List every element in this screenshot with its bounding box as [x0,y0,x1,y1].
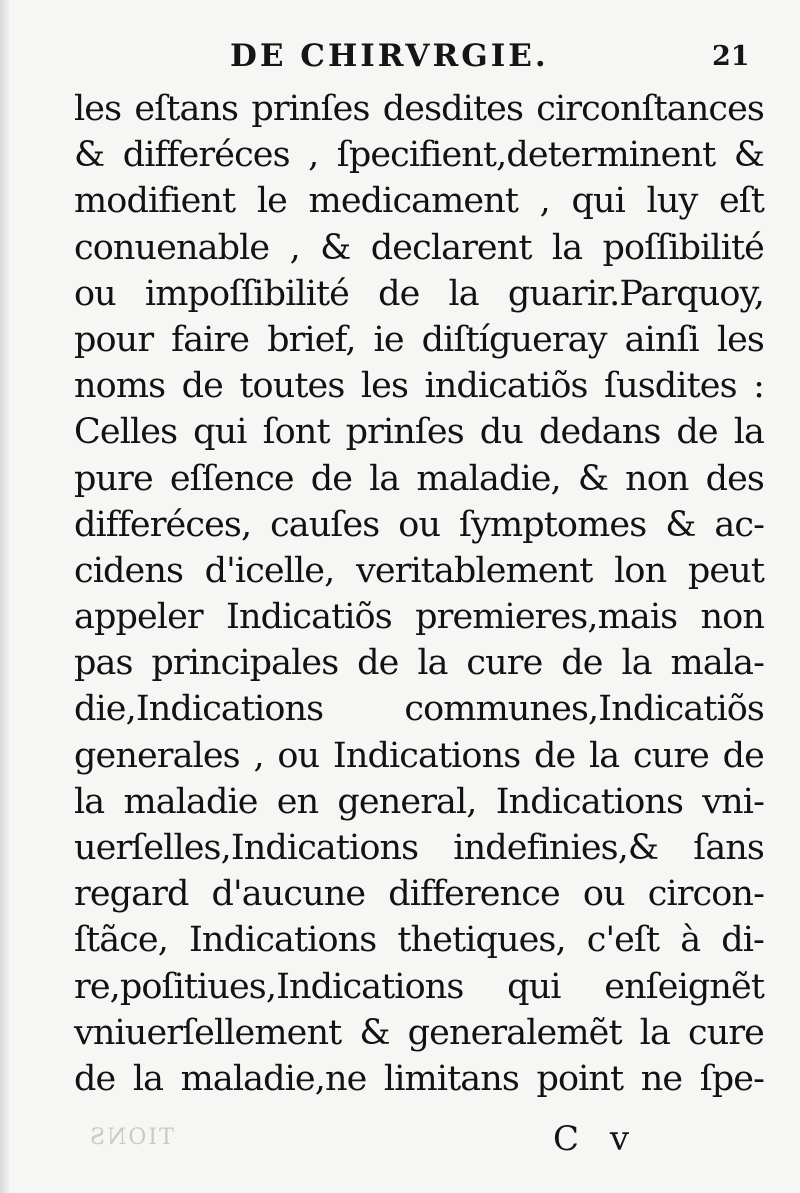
text-line: & differéces , ſpecifient,determinent & [74,135,764,176]
text-line: die,Indications communes,Indicatiõs [74,689,764,730]
show-through-text: TIONS [88,1125,174,1150]
text-line: differéces, cauſes ou ſymptomes & ac- [74,504,764,545]
text-line: ou impoſſibilité de la guarir.Parquoy, [74,273,764,314]
page-header [0,38,800,78]
text-line: Celles qui ſont prinſes du dedans de la [74,412,764,453]
text-line: ſtãce, Indications thetiques, c'eſt à di- [74,920,764,961]
text-line: appeler Indicatiõs premieres,mais non [74,597,764,638]
text-line: regard d'aucune difference ou circon- [74,874,764,915]
page-gutter-shadow [0,0,9,1193]
text-line: les eſtans prinſes desdites circonſtances [74,89,764,129]
page-footer [0,1115,800,1165]
text-line: de la maladie,ne limitans point ne ſpe- [74,1058,764,1099]
text-line: pure eſſence de la maladie, & non des [74,458,764,499]
body-text [74,86,764,1102]
text-line: vniuerſellement & generalemẽt la cure [74,1012,764,1053]
text-line: la maladie en general, Indications vni- [74,781,764,822]
signature-mark: C v [553,1119,640,1159]
text-line: re,poſitiues,Indications qui enſeignẽt [74,966,764,1007]
text-line: pas principales de la cure de la mala- [74,643,764,684]
text-line: pour faire brief, ie diſtígueray ainſi les [74,319,764,360]
text-line: modifient le medicament , qui luy eſt [74,181,764,222]
text-line: generales , ou Indications de la cure de [74,735,764,776]
running-title: DE CHIRVRGIE. [230,38,549,74]
page-number: 21 [712,41,750,72]
text-line: conuenable , & declarent la poſſibilité [74,227,764,268]
text-line: uerſelles,Indications indefinies,& ſans [74,828,764,868]
text-line: noms de toutes les indicatiõs ſusdites : [74,366,764,407]
text-line: cidens d'icelle, veritablement lon peut [74,550,764,591]
